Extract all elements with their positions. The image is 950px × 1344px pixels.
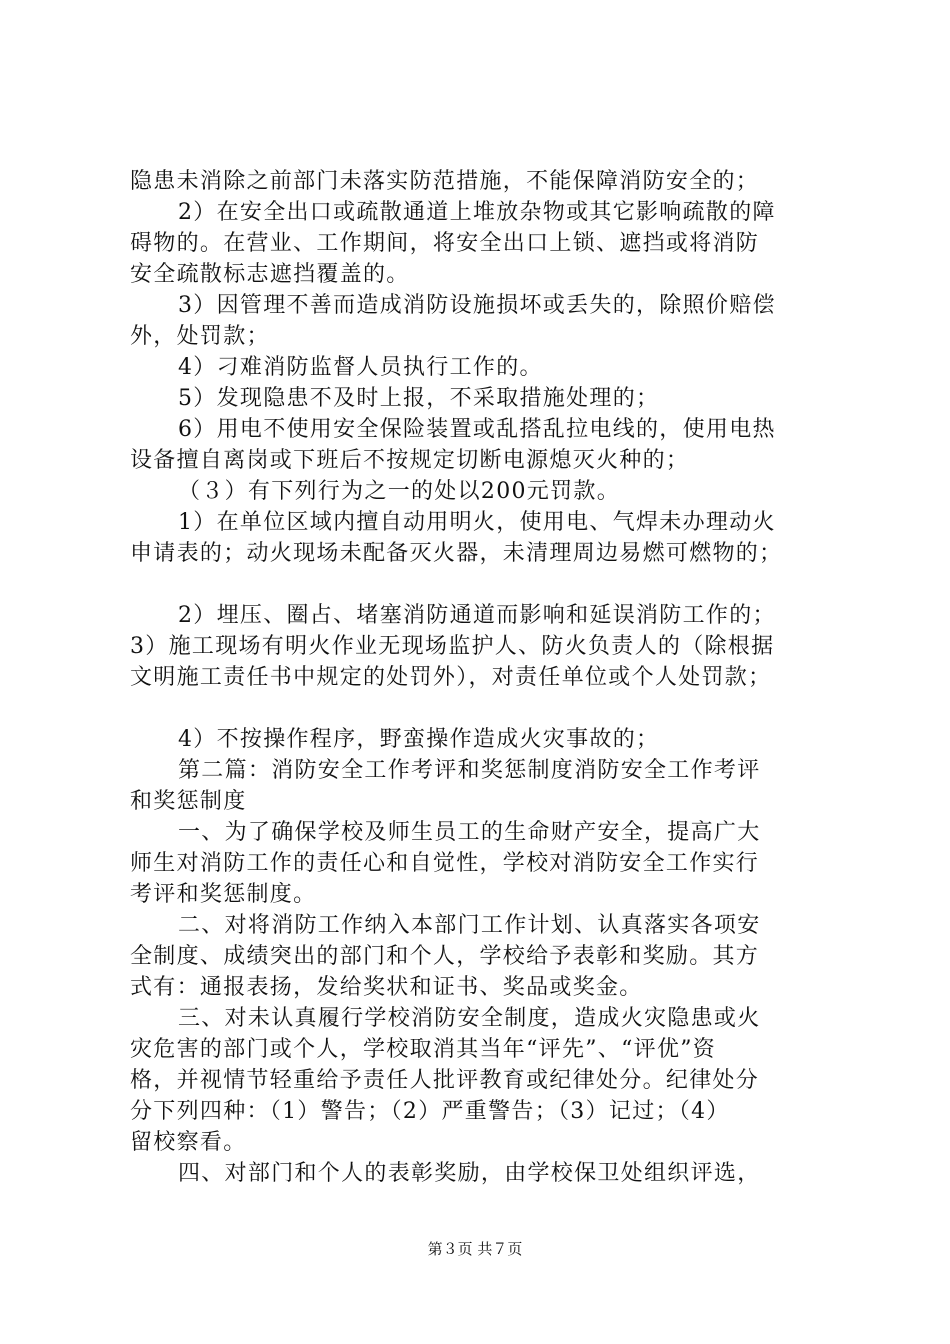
text-line: 4）不按操作程序，野蛮操作造成火灾事故的； xyxy=(178,727,660,752)
text-line: 外，处罚款； xyxy=(130,324,270,349)
text-line: 安全疏散标志遮挡覆盖的。 xyxy=(130,262,410,287)
text-line: 四、对部门和个人的表彰奖励，由学校保卫处组织评选， xyxy=(178,1161,761,1186)
document-body xyxy=(130,166,850,1189)
text-line: 5）发现隐患不及时上报，不采取措施处理的； xyxy=(178,386,660,411)
text-line: 全制度、成绩突出的部门和个人，学校给予表彰和奖励。其方 xyxy=(130,944,760,969)
text-line: 1）在单位区域内擅自动用明火，使用电、气焊未办理动火 xyxy=(178,510,776,535)
blank-line xyxy=(130,693,850,724)
text-line: 2）埋压、圈占、堵塞消防通道而影响和延误消防工作的； xyxy=(178,603,776,628)
text-line: 设备擅自离岗或下班后不按规定切断电源熄灭火种的； xyxy=(130,448,690,473)
section-heading: 第二篇：消防安全工作考评和奖惩制度消防安全工作考评 xyxy=(178,758,761,783)
text-line: （３）有下列行为之一的处以200元罚款。 xyxy=(178,479,620,504)
text-line: 隐患未消除之前部门未落实防范措施，不能保障消防安全的； xyxy=(130,169,760,194)
text-line: 二、对将消防工作纳入本部门工作计划、认真落实各项安 xyxy=(178,913,761,938)
text-line: 三、对未认真履行学校消防安全制度，造成火灾隐患或火 xyxy=(178,1006,761,1031)
text-line: 申请表的；动火现场未配备灭火器，未清理周边易燃可燃物的； xyxy=(130,541,783,566)
section-heading-cont: 和奖惩制度 xyxy=(130,789,247,814)
text-line: 2）在安全出口或疏散通道上堆放杂物或其它影响疏散的障 xyxy=(178,200,776,225)
page-number-footer: 第３页 共７页 xyxy=(427,1240,523,1258)
text-line: 一、为了确保学校及师生员工的生命财产安全，提高广大 xyxy=(178,820,761,845)
text-line: 文明施工责任书中规定的处罚外），对责任单位或个人处罚款； xyxy=(130,665,772,690)
text-line: 式有：通报表扬，发给奖状和证书、奖品或奖金。 xyxy=(130,975,643,1000)
text-line: 留校察看。 xyxy=(130,1130,247,1155)
blank-line xyxy=(130,569,850,600)
text-line: 3）因管理不善而造成消防设施损坏或丢失的，除照价赔偿 xyxy=(178,293,776,318)
text-line: 考评和奖惩制度。 xyxy=(130,882,317,907)
text-line: 6）用电不使用安全保险装置或乱搭乱拉电线的，使用电热 xyxy=(178,417,776,442)
text-line: 碍物的。在营业、工作期间，将安全出口上锁、遮挡或将消防 xyxy=(130,231,760,256)
text-line: 灾危害的部门或个人，学校取消其当年“评先”、“评优”资 xyxy=(130,1037,717,1062)
text-line: 4）刁难消防监督人员执行工作的。 xyxy=(178,355,543,380)
text-line: 3）施工现场有明火作业无现场监护人、防火负责人的（除根据 xyxy=(130,634,775,659)
text-line: 分下列四种：（1）警告；（2）严重警告；（3）记过；（4） xyxy=(130,1099,730,1124)
text-line: 师生对消防工作的责任心和自觉性，学校对消防安全工作实行 xyxy=(130,851,760,876)
text-line: 格，并视情节轻重给予责任人批评教育或纪律处分。纪律处分 xyxy=(130,1068,760,1093)
